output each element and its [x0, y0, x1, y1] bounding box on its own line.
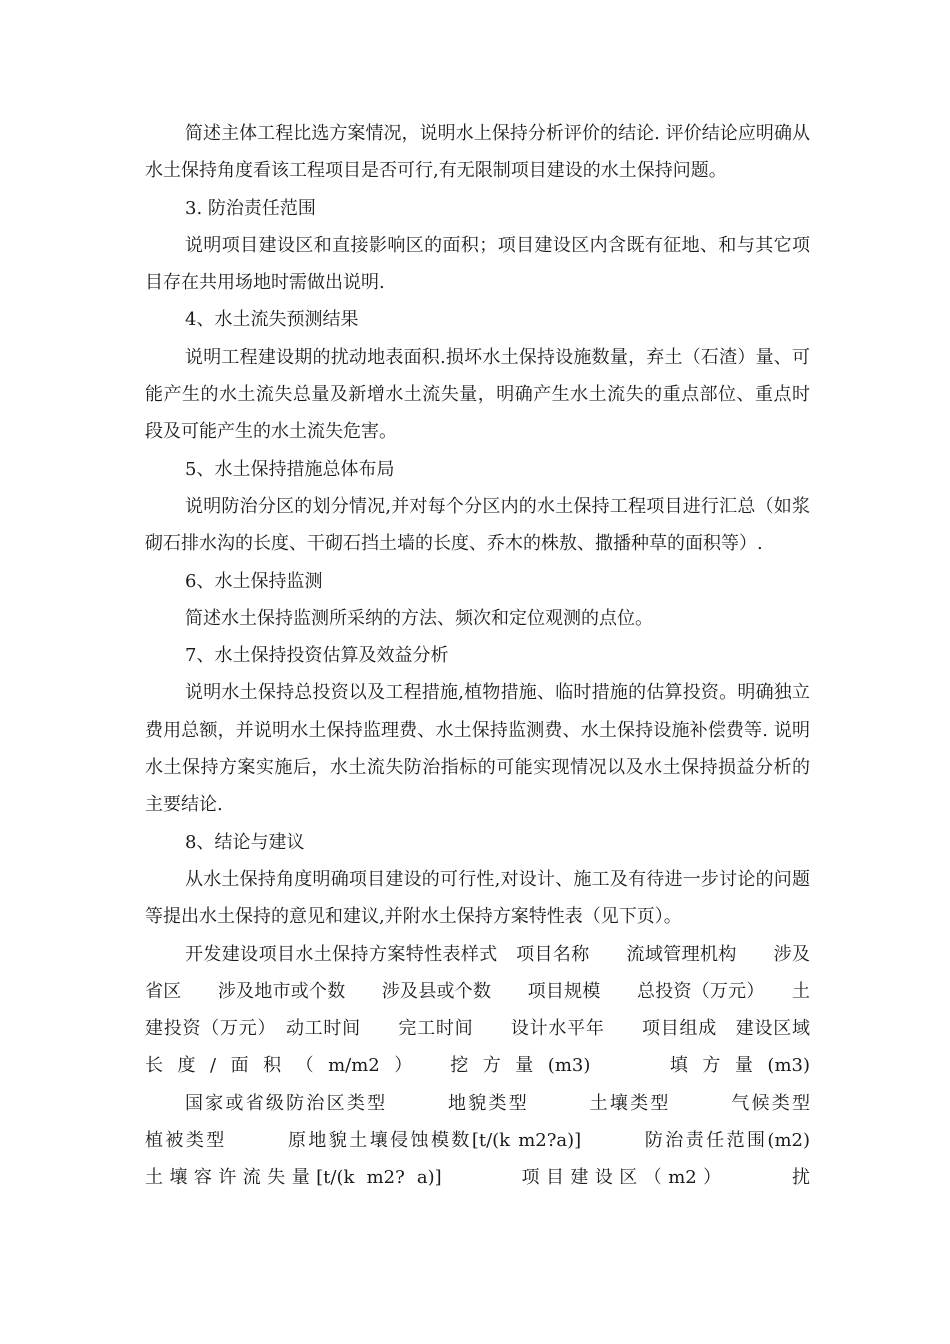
paragraph-responsibility-scope: 说明项目建设区和直接影响区的面积；项目建设区内含既有征地、和与其它项目存在共用场地时需做出说明. — [145, 234, 810, 294]
section-heading-3: 3. 防治责任范围 — [185, 197, 316, 219]
paragraph-measures-layout: 说明防治分区的划分情况,并对每个分区内的水土保持工程项目进行汇总（如浆砌石排水沟的长度、干砌石挡土墙的长度、乔木的株敖、撒播种草的面积等）. — [145, 495, 810, 555]
section-heading-6: 6、水土保持监测 — [185, 570, 323, 592]
section-heading-5: 5、水土保持措施总体布局 — [185, 458, 395, 480]
paragraph-conclusions: 从水土保持角度明确项目建设的可行性,对设计、施工及有待进一步讨论的问题等提出水土保持的意见和建议,并附水土保持方案特性表（见下页）。 — [145, 868, 810, 928]
paragraph-erosion-forecast: 说明工程建设期的扰动地表面积.损坏水土保持设施数量，弃土（石渣）量、可能产生的水土流失总量及新增水土流失量，明确产生水土流失的重点部位、重点时段及可能产生的水土流失危害。 — [145, 346, 810, 443]
section-heading-7: 7、水土保持投资估算及效益分析 — [185, 645, 449, 667]
section-heading-4: 4、水土流失预测结果 — [185, 309, 359, 331]
paragraph-investment-analysis: 说明水土保持总投资以及工程措施,植物措施、临时措施的估算投资。明确独立费用总额，并说明水土保持监理费、水土保持监测费、水土保持设施补偿费等. 说明水土保持方案实施后，水土流失防治指标的可能实现情况以及水土保持损益分析的主要结论. — [145, 682, 810, 816]
paragraph-characteristics-table-fields: 国家或省级防治区类型 地貌类型 土壤类型 气候类型 植被类型 原地貌土壤侵蚀模数[t/(k m2?a)] 防治责任范围(m2) 土壤容许流失量[t/(k m2? a)] 项目建设区（m2） 扰 — [145, 1092, 864, 1189]
section-heading-8: 8、结论与建议 — [185, 831, 305, 853]
paragraph-monitoring: 简述水土保持监测所采纳的方法、频次和定位观测的点位。 — [185, 607, 653, 629]
paragraph-conclusion-summary: 简述主体工程比选方案情况，说明水上保持分析评价的结论. 评价结论应明确从水土保持角度看该工程项目是否可行,有无限制项目建设的水土保持问题。 — [145, 123, 810, 182]
document-body — [145, 115, 864, 1197]
paragraph-characteristics-table-header: 开发建设项目水土保持方案特性表样式 项目名称 流域管理机构 涉及省区 涉及地市或个数 涉及县或个数 项目规模 总投资（万元） 土建投资（万元） 动工时间 完工时间 设计水平年 项目组成 建设区域 长度/面积（m/m2） 挖方量(m3) 填方量(m3) — [145, 943, 828, 1077]
